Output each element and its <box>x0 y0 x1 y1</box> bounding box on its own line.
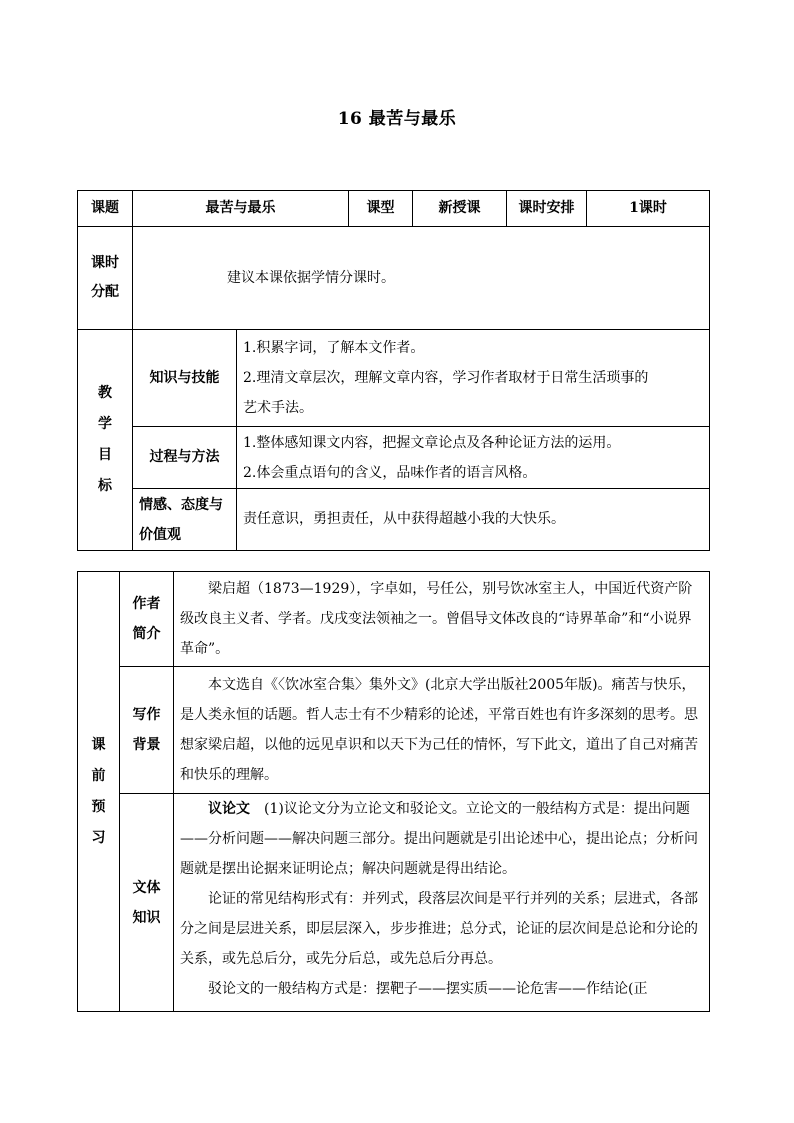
genre-term: 议论文 <box>208 801 250 817</box>
genre-paragraph-3: 驳论文的一般结构方式是：摆靶子——摆实质——论危害——作结论(正 <box>208 981 648 997</box>
goals-label <box>78 330 133 551</box>
preview-label <box>78 572 120 1012</box>
process-label: 过程与方法 <box>133 427 237 489</box>
schedule-label: 课时安排 <box>507 191 587 227</box>
background-label-line2: 背景 <box>132 737 161 753</box>
attitude-label <box>133 489 237 551</box>
allocation-label-line1: 课时 <box>91 255 119 271</box>
preview-char: 预 <box>91 798 106 815</box>
type-value: 新授课 <box>413 191 507 227</box>
knowledge-item: 1.积累字词，了解本文作者。 <box>243 340 425 356</box>
schedule-value: 1课时 <box>587 191 710 227</box>
author-label <box>120 572 174 667</box>
genre-label <box>120 794 174 1012</box>
topic-label: 课题 <box>78 191 133 227</box>
type-label: 课型 <box>349 191 413 227</box>
allocation-row <box>78 227 710 330</box>
header-row <box>78 191 710 227</box>
author-label-line2: 简介 <box>132 626 161 642</box>
background-label <box>120 667 174 794</box>
preview-char: 课 <box>91 736 106 753</box>
process-row <box>78 427 710 489</box>
author-text: 梁启超（1873—1929），字卓如，号任公，别号饮冰室主人，中国近代资产阶级改良主义者、学者。戊戌变法领袖之一。曾倡导文体改良的“诗界革命”和“小说界革命”。 <box>174 572 710 667</box>
page-title: 16 最苦与最乐 <box>337 109 457 129</box>
attitude-label-line1: 情感、态度与 <box>139 496 223 513</box>
attitude-row <box>78 489 710 551</box>
author-label-line1: 作者 <box>132 596 161 612</box>
goals-char: 学 <box>98 416 112 432</box>
topic-value: 最苦与最乐 <box>133 191 349 227</box>
genre-row <box>78 794 710 1012</box>
attitude-label-line2: 价值观 <box>139 526 181 543</box>
allocation-text: 建议本课依据学情分课时。 <box>133 227 710 330</box>
knowledge-row <box>78 330 710 427</box>
genre-paragraph-1 <box>180 794 703 884</box>
genre-paragraph-2: 论证的常见结构形式有：并列式，段落层次间是平行并列的关系；层进式，各部分之间是层进关系，即层层深入，步步推进；总分式，论证的层次间是总论和分论的关系，或先总后分，或先分后总，或先总后分再总。 <box>180 891 698 967</box>
genre-content <box>174 794 710 1012</box>
knowledge-content <box>237 330 710 427</box>
preview-char: 前 <box>91 767 106 784</box>
allocation-label <box>78 227 133 330</box>
background-label-line1: 写作 <box>132 707 161 723</box>
preview-char: 习 <box>91 829 106 846</box>
genre-label-line2: 知识 <box>132 909 161 926</box>
knowledge-item: 艺术手法。 <box>243 400 313 416</box>
process-item: 1.整体感知课文内容，把握文章论点及各种论证方法的运用。 <box>243 434 621 451</box>
process-content <box>237 427 710 489</box>
goals-char: 教 <box>98 385 112 401</box>
lesson-plan-table <box>77 190 710 551</box>
knowledge-item: 2.理清文章层次，理解文章内容，学习作者取材于日常生活琐事的 <box>243 370 649 386</box>
allocation-label-line2: 分配 <box>91 284 119 300</box>
goals-char: 目 <box>98 447 112 463</box>
genre-paragraph-1-text: (1)议论文分为立论文和驳论文。立论文的一般结构方式是：提出问题——分析问题——解决问题三部分。提出问题就是引出论述中心，提出论点；分析问题就是摆出论据来证明论点；解决问题就是得出结论。 <box>180 801 698 877</box>
attitude-text: 责任意识，勇担责任，从中获得超越小我的大快乐。 <box>237 489 710 551</box>
goals-char: 标 <box>98 478 112 494</box>
process-item: 2.体会重点语句的含义，品味作者的语言风格。 <box>243 464 537 481</box>
background-row <box>78 667 710 794</box>
knowledge-label: 知识与技能 <box>133 330 237 427</box>
genre-label-line1: 文体 <box>132 879 161 896</box>
author-row <box>78 572 710 667</box>
preview-table <box>77 571 710 1012</box>
background-text: 本文选自《〈饮冰室合集〉集外文》(北京大学出版社2005年版)。痛苦与快乐，是人类永恒的话题。哲人志士有不少精彩的论述，平常百姓也有许多深刻的思考。思想家梁启超，以他的远见卓识和以天下为己任的情怀，写下此文，道出了自己对痛苦和快乐的理解。 <box>174 667 710 794</box>
